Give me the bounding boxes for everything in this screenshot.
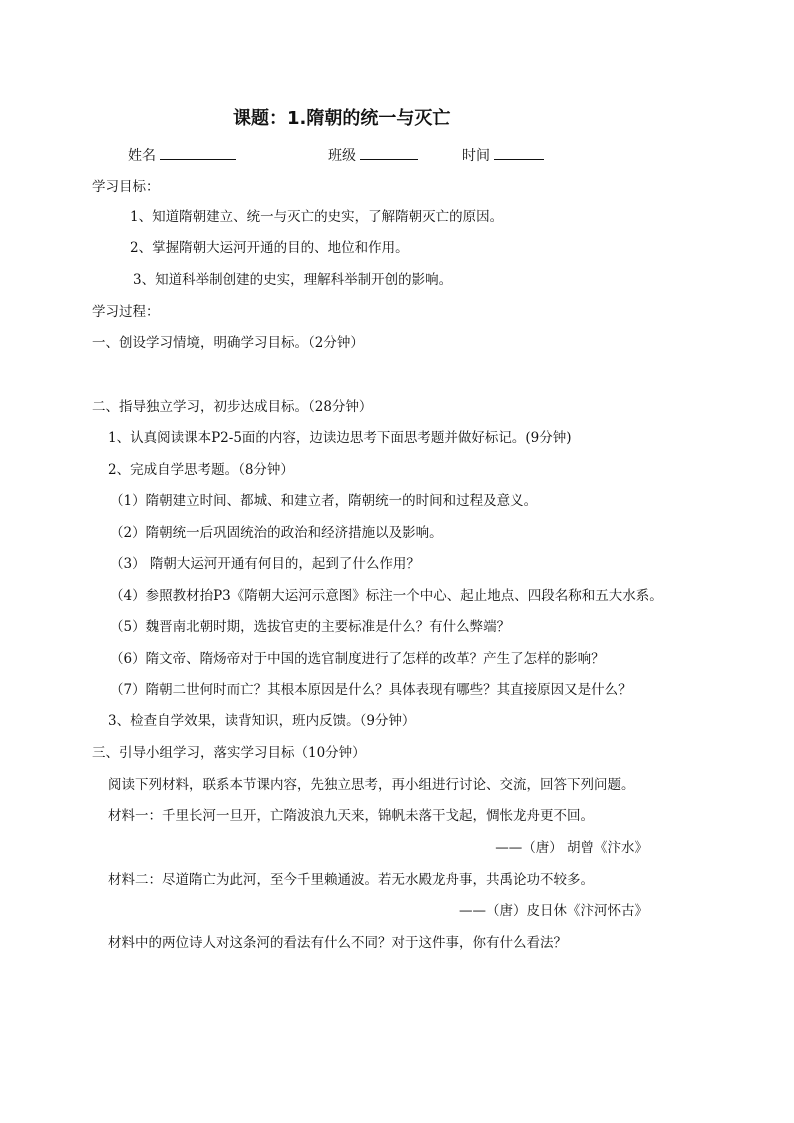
step-one: 1、认真阅读课本P2-5面的内容，边读边思考下面思考题并做好标记。(9分钟) (108, 430, 572, 446)
name-label: 姓名 (128, 148, 156, 164)
question-item: （7）隋朝二世何时而亡？其根本原因是什么？具体表现有哪些？其直接原因又是什么？ (110, 682, 632, 698)
question-item: （6）隋文帝、隋炀帝对于中国的选官制度进行了怎样的改革？产生了怎样的影响？ (110, 651, 605, 667)
time-label: 时间 (462, 148, 490, 164)
page-title: 课题：1.隋朝的统一与灭亡 (233, 108, 451, 129)
objective-item: 3、知道科举制创建的史实，理解科举制开创的影响。 (133, 272, 453, 288)
material-one-source: ——（唐） 胡曾《汴水》 (495, 840, 648, 856)
section-one: 一、创设学习情境，明确学习目标。（2分钟） (92, 335, 364, 351)
objective-item: 1、知道隋朝建立、统一与灭亡的史实，了解隋朝灭亡的原因。 (130, 209, 504, 225)
step-three: 3、检查自学效果，读背知识，班内反馈。（9分钟） (108, 713, 416, 729)
step-two: 2、完成自学思考题。（8分钟） (108, 462, 294, 478)
material-two-source: ——（唐）皮日休《汴河怀古》 (459, 903, 648, 919)
material-one: 材料一：千里长河一旦开，亡隋波浪九天来，锦帆未落干戈起，惆怅龙舟更不回。 (108, 808, 594, 824)
question-item: （5）魏晋南北朝时期，选拔官吏的主要标准是什么？有什么弊端？ (110, 619, 511, 635)
question-item: （2）隋朝统一后巩固统治的政治和经济措施以及影响。 (110, 525, 443, 541)
process-heading: 学习过程： (92, 304, 160, 320)
section-two: 二、指导独立学习，初步达成目标。（28分钟） (92, 399, 373, 415)
section-three: 三、引导小组学习，落实学习目标（10分钟） (92, 745, 366, 761)
material-two: 材料二：尽道隋亡为此河，至今千里赖通波。若无水殿龙舟事，共禹论功不较多。 (108, 872, 594, 888)
reading-intro: 阅读下列材料，联系本节课内容，先独立思考，再小组进行讨论、交流，回答下列问题。 (108, 777, 635, 793)
class-label: 班级 (328, 148, 356, 164)
discussion-question: 材料中的两位诗人对这条河的看法有什么不同？对于这件事，你有什么看法？ (108, 935, 567, 951)
objectives-heading: 学习目标： (92, 179, 160, 195)
question-item: （3） 隋朝大运河开通有何目的，起到了什么作用？ (110, 556, 420, 572)
name-field (128, 145, 236, 165)
class-field (328, 145, 418, 165)
class-blank (360, 145, 418, 160)
question-item: （1）隋朝建立时间、都城、和建立者，隋朝统一的时间和过程及意义。 (110, 493, 538, 509)
time-field (462, 145, 544, 165)
question-item: （4）参照教材抬P3《隋朝大运河示意图》标注一个中心、起止地点、四段名称和五大水系。 (110, 588, 663, 604)
objective-item: 2、掌握隋朝大运河开通的目的、地位和作用。 (130, 240, 409, 256)
time-blank (494, 145, 544, 160)
name-blank (160, 145, 236, 160)
